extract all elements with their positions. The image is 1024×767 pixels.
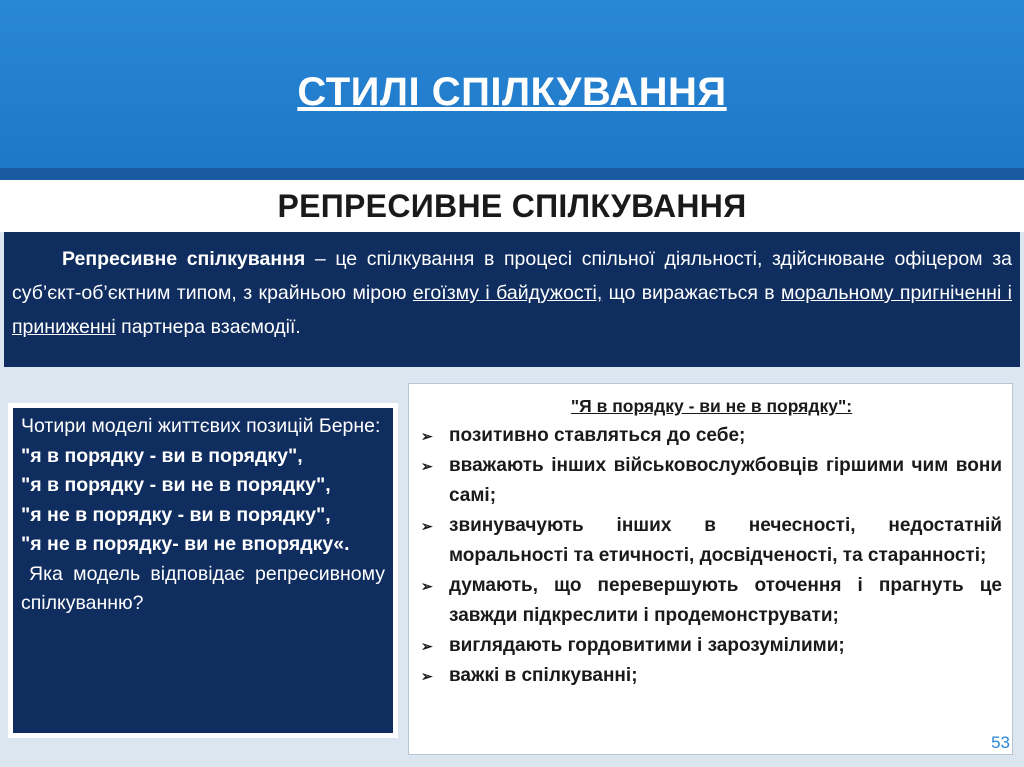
arrow-right-icon: ➢ [421, 428, 433, 444]
list-item: ➢ важкі в спілкуванні; [421, 661, 1002, 691]
model-item: "я не в порядку - ви в порядку", [21, 503, 331, 526]
arrow-right-icon: ➢ [421, 458, 433, 474]
traits-list [421, 421, 1002, 691]
section-subtitle: РЕПРЕСИВНЕ СПІЛКУВАННЯ [277, 188, 747, 224]
models-content [13, 408, 393, 733]
definition-text: що виражається в [602, 282, 782, 304]
arrow-right-icon: ➢ [421, 578, 433, 594]
header-divider [0, 168, 1024, 180]
list-item: ➢ звинувачують інших в нечесності, недостатній моральності та етичності, досвідченості, та старанності; [421, 511, 1002, 571]
definition-underline-1: егоїзму і байдужості, [412, 282, 603, 304]
list-item: ➢ думають, що перевершують оточення і прагнуть це завжди підкреслити і продемонструвати; [421, 571, 1002, 631]
definition-underline-2: моральному пригніченні і приниженні [12, 282, 1013, 338]
arrow-right-icon: ➢ [421, 638, 433, 654]
model-item: "я в порядку - ви не в порядку", [21, 474, 331, 496]
models-box [8, 403, 398, 738]
models-intro: Чотири моделі життєвих позицій Берне: [21, 415, 381, 437]
models-question: Яка модель відповідає репресивному спілкуванню? [21, 562, 385, 614]
definition-text: партнера взаємодії. [115, 316, 301, 338]
page-number: 53 [991, 733, 1010, 752]
list-item: ➢ вважають інших військовослужбовців гіршими чим вони самі; [421, 451, 1002, 511]
list-item: ➢ позитивно ставляться до себе; [421, 421, 1002, 451]
traits-box [408, 383, 1013, 755]
arrow-right-icon: ➢ [421, 518, 433, 534]
list-item: ➢ виглядають гордовитими і зарозумілими; [421, 631, 1002, 661]
model-item: "я в порядку - ви в порядку", [21, 444, 303, 467]
definition-text: – це спілкування в процесі спільної діяльності, здійснюване офіцером за суб’єкт-об’єктним типом, з крайньою мірою [12, 248, 1012, 304]
page-title: СТИЛІ СПІЛКУВАННЯ [297, 70, 727, 114]
traits-heading: "Я в порядку - ви не в порядку": [570, 396, 853, 416]
model-item: "я не в порядку- ви не впорядку«. [21, 533, 350, 555]
definition-box [4, 232, 1020, 367]
definition-term: Репресивне спілкування [62, 248, 306, 270]
title-header [0, 0, 1024, 168]
arrow-right-icon: ➢ [421, 668, 433, 684]
